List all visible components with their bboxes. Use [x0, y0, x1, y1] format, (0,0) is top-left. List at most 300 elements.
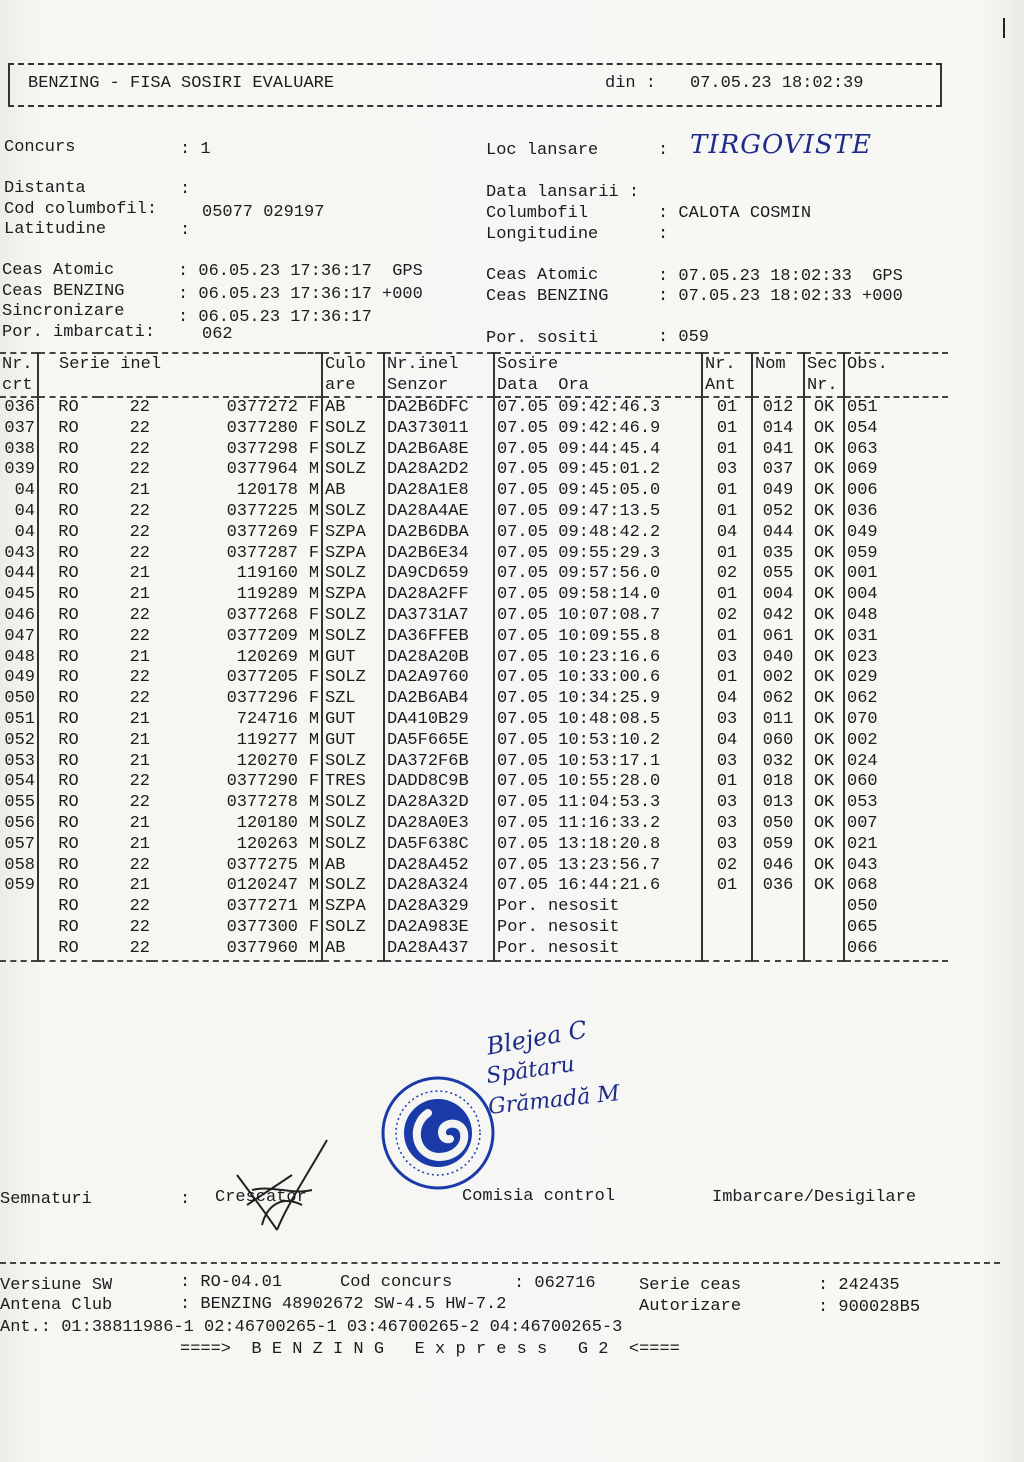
ceas-benzing-label: Ceas BENZING [2, 282, 125, 301]
latitudine-value: : [180, 221, 191, 240]
ceas-benzing-value: : 06.05.23 17:36:17 +000 [178, 285, 423, 304]
row-arrival: 07.05 10:23:16.6 [494, 648, 702, 669]
row-ring-number: 0377275 [226, 855, 298, 875]
imbarcare-label: Imbarcare/Desigilare [712, 1188, 917, 1207]
ceas-benzing2-value: : 07.05.23 18:02:33 +000 [658, 287, 903, 306]
row-crt [0, 918, 38, 939]
row-ring-number: 119289 [236, 585, 298, 605]
row-obs: 049 [844, 523, 948, 544]
row-sec: OK [804, 397, 844, 419]
row-year: 22 [129, 626, 150, 646]
autorizare-value: : 900028B5 [818, 1298, 921, 1317]
cod-columbofil-label: Cod columbofil: [4, 200, 158, 219]
row-sex: F [308, 439, 320, 459]
table-row [0, 856, 948, 877]
results-table [0, 352, 948, 962]
row-sex: F [308, 418, 320, 438]
row-crt: 051 [4, 709, 35, 729]
row-ring-number: 0377287 [226, 543, 298, 563]
row-nom: 036 [752, 876, 804, 897]
row-sex: M [308, 897, 320, 917]
row-country: RO [38, 668, 98, 689]
row-color: AB [322, 397, 384, 419]
row-nom: 014 [752, 419, 804, 440]
row-crt: 044 [4, 564, 35, 584]
row-arrival: 07.05 13:23:56.7 [494, 856, 702, 877]
row-sex: M [300, 939, 322, 961]
table-row [0, 668, 948, 689]
table-row [0, 814, 948, 835]
row-color: SOLZ [322, 440, 384, 461]
row-nom: 011 [752, 710, 804, 731]
row-sensor: DA9CD659 [384, 564, 494, 585]
row-ring-number: 0377278 [226, 793, 298, 813]
latitudine-label: Latitudine [4, 220, 107, 239]
row-year: 22 [129, 917, 150, 937]
row-sex: M [308, 626, 320, 646]
table-row [0, 502, 948, 523]
row-nom: 004 [752, 585, 804, 606]
antenna-list: Ant.: 01:38811986-1 02:46700265-1 03:46700265-2 04:46700265-3 [0, 1318, 623, 1337]
row-antenna: 04 [702, 689, 752, 710]
row-color: SOLZ [322, 814, 384, 835]
row-ring-number: 120180 [236, 813, 298, 833]
row-antenna: 03 [702, 710, 752, 731]
table-row [0, 440, 948, 461]
row-sec: OK [804, 648, 844, 669]
row-sex: M [308, 793, 320, 813]
row-sensor: DA2B6AB4 [384, 689, 494, 710]
row-antenna: 03 [702, 752, 752, 773]
din-label: din : [605, 74, 657, 93]
row-sec: OK [804, 856, 844, 877]
club-stamp [380, 1075, 496, 1191]
row-sex: F [308, 772, 320, 792]
row-arrival: 07.05 10:53:10.2 [494, 731, 702, 752]
row-obs: 006 [844, 481, 948, 502]
table-row [0, 606, 948, 627]
row-ring-number: 0377268 [226, 605, 298, 625]
table-row [0, 939, 948, 961]
row-crt: 045 [4, 585, 35, 605]
table-row [0, 710, 948, 731]
row-sec: OK [804, 752, 844, 773]
row-sensor: DA2A9760 [384, 668, 494, 689]
row-obs: 023 [844, 648, 948, 669]
row-nom: 042 [752, 606, 804, 627]
row-color: GUT [322, 648, 384, 669]
row-crt: 04 [14, 501, 35, 521]
hdr-obs: Obs. [844, 353, 948, 375]
table-row [0, 689, 948, 710]
row-antenna: 03 [702, 793, 752, 814]
row-year: 21 [129, 564, 150, 584]
row-sec: OK [804, 876, 844, 897]
loc-lansare-sep: : [658, 141, 669, 160]
row-obs: 054 [844, 419, 948, 440]
row-crt: 038 [4, 439, 35, 459]
por-sositi-label: Por. sositi [486, 329, 599, 348]
row-year: 22 [129, 772, 150, 792]
row-sensor: DA373011 [384, 419, 494, 440]
hdr-nr-crt: Nr. [0, 353, 38, 375]
table-row [0, 544, 948, 565]
hdr-data-ora: Data Ora [494, 375, 702, 397]
row-year: 21 [129, 647, 150, 667]
hdr-nr-inel: Nr.inel [384, 353, 494, 375]
row-color: SOLZ [322, 419, 384, 440]
por-imbarcati-value: 062 [202, 325, 233, 344]
row-ring-number: 120270 [236, 751, 298, 771]
loc-lansare-handwritten: TIRGOVISTE [690, 130, 872, 160]
row-sex: F [308, 605, 320, 625]
row-country: RO [38, 710, 98, 731]
row-nom: 037 [752, 460, 804, 481]
table-row [0, 772, 948, 793]
row-obs: 068 [844, 876, 948, 897]
row-antenna [702, 897, 752, 918]
antena-value: : BENZING 48902672 SW-4.5 HW-7.2 [180, 1295, 507, 1314]
row-antenna: 01 [702, 544, 752, 565]
row-arrival: 07.05 09:58:14.0 [494, 585, 702, 606]
row-crt: 055 [4, 793, 35, 813]
row-country: RO [38, 627, 98, 648]
table-row [0, 460, 948, 481]
row-sec: OK [804, 544, 844, 565]
row-obs: 002 [844, 731, 948, 752]
row-color: SOLZ [322, 627, 384, 648]
row-nom: 018 [752, 772, 804, 793]
row-antenna: 01 [702, 876, 752, 897]
ceas-atomic2-label: Ceas Atomic [486, 266, 599, 285]
row-year: 22 [129, 522, 150, 542]
row-crt: 059 [4, 876, 35, 896]
row-country: RO [38, 897, 98, 918]
row-sec: OK [804, 440, 844, 461]
concurs-label: Concurs [4, 138, 76, 157]
versiune-label: Versiune SW [0, 1276, 113, 1295]
row-ring-number: 0377300 [226, 917, 298, 937]
row-color: SOLZ [322, 668, 384, 689]
row-sex: M [308, 585, 320, 605]
row-obs: 059 [844, 544, 948, 565]
row-country: RO [38, 856, 98, 877]
row-country: RO [38, 481, 98, 502]
row-color: TRES [322, 772, 384, 793]
row-sensor: DA2B6E34 [384, 544, 494, 565]
row-obs: 024 [844, 752, 948, 773]
row-arrival: 07.05 09:57:56.0 [494, 564, 702, 585]
row-country: RO [38, 502, 98, 523]
row-year: 22 [129, 460, 150, 480]
row-ring-number: 0120247 [226, 876, 298, 896]
row-antenna: 03 [702, 648, 752, 669]
row-ring-number: 120178 [236, 481, 298, 501]
row-year: 21 [129, 730, 150, 750]
row-antenna: 03 [702, 814, 752, 835]
row-nom [752, 939, 804, 961]
row-year: 22 [129, 418, 150, 438]
row-color: SOLZ [322, 502, 384, 523]
table-row [0, 648, 948, 669]
row-sex: F [308, 751, 320, 771]
row-obs: 036 [844, 502, 948, 523]
row-obs: 060 [844, 772, 948, 793]
row-antenna: 03 [702, 460, 752, 481]
row-year: 21 [129, 709, 150, 729]
row-country: RO [38, 523, 98, 544]
semnaturi-sep: : [180, 1190, 191, 1209]
row-sex: M [308, 813, 320, 833]
footer-separator [0, 1262, 1000, 1264]
row-obs: 069 [844, 460, 948, 481]
row-obs: 004 [844, 585, 948, 606]
table-row [0, 731, 948, 752]
row-color: SZPA [322, 585, 384, 606]
row-obs: 053 [844, 793, 948, 814]
por-imbarcati-label: Por. imbarcati: [2, 323, 156, 342]
antena-label: Antena Club [0, 1296, 113, 1315]
table-row [0, 918, 948, 939]
row-arrival: 07.05 10:48:08.5 [494, 710, 702, 731]
row-obs: 007 [844, 814, 948, 835]
row-antenna [702, 939, 752, 961]
row-obs: 021 [844, 835, 948, 856]
row-sec: OK [804, 772, 844, 793]
row-sec: OK [804, 481, 844, 502]
row-arrival: 07.05 10:53:17.1 [494, 752, 702, 773]
row-arrival: 07.05 09:44:45.4 [494, 440, 702, 461]
row-sensor: DA28A437 [384, 939, 494, 961]
row-obs: 066 [844, 939, 948, 961]
row-crt: 057 [4, 834, 35, 854]
row-country: RO [38, 918, 98, 939]
table-row [0, 481, 948, 502]
row-antenna: 01 [702, 502, 752, 523]
row-year: 22 [129, 668, 150, 688]
row-crt [0, 897, 38, 918]
row-country: RO [38, 419, 98, 440]
table-row [0, 419, 948, 440]
row-nom: 040 [752, 648, 804, 669]
row-year: 22 [129, 855, 150, 875]
row-arrival: 07.05 09:48:42.2 [494, 523, 702, 544]
table-row [0, 397, 948, 419]
row-crt: 039 [4, 460, 35, 480]
row-nom: 035 [752, 544, 804, 565]
row-sec: OK [804, 502, 844, 523]
row-year: 21 [129, 834, 150, 854]
row-obs: 065 [844, 918, 948, 939]
row-crt: 053 [4, 751, 35, 771]
sincronizare-label: Sincronizare [2, 302, 125, 321]
hdr-culoare-2: are [322, 375, 384, 397]
row-antenna: 02 [702, 606, 752, 627]
row-year: 22 [129, 897, 150, 917]
handwritten-name-3: Grămadă M [487, 1081, 621, 1120]
report-datetime: 07.05.23 18:02:39 [690, 74, 864, 93]
row-antenna: 04 [702, 523, 752, 544]
row-arrival: 07.05 09:45:05.0 [494, 481, 702, 502]
cod-concurs-value: : 062716 [514, 1274, 596, 1293]
row-sex: M [308, 709, 320, 729]
row-nom: 013 [752, 793, 804, 814]
row-sec: OK [804, 731, 844, 752]
hdr-crt: crt [0, 375, 38, 397]
row-nom: 046 [752, 856, 804, 877]
row-ring-number: 120269 [236, 647, 298, 667]
row-nom: 050 [752, 814, 804, 835]
row-obs: 062 [844, 689, 948, 710]
row-sec: OK [804, 710, 844, 731]
distanta-label: Distanta [4, 179, 86, 198]
row-nom: 032 [752, 752, 804, 773]
row-sensor: DADD8C9B [384, 772, 494, 793]
row-sec: OK [804, 564, 844, 585]
cod-concurs-label: Cod concurs [340, 1273, 453, 1292]
row-sex: M [308, 564, 320, 584]
row-arrival: 07.05 09:45:01.2 [494, 460, 702, 481]
longitudine-label: Longitudine [486, 225, 599, 244]
row-ring-number: 0377296 [226, 689, 298, 709]
longitudine-value: : [658, 225, 669, 244]
row-antenna: 01 [702, 397, 752, 419]
row-color: SZL [322, 689, 384, 710]
row-sensor: DA28A1E8 [384, 481, 494, 502]
row-sex: M [308, 730, 320, 750]
hdr-ant: Ant [702, 375, 752, 397]
row-antenna [702, 918, 752, 939]
table-row [0, 752, 948, 773]
row-ring-number: 0377290 [226, 772, 298, 792]
row-nom: 061 [752, 627, 804, 648]
row-crt: 049 [4, 668, 35, 688]
row-country: RO [38, 585, 98, 606]
row-sex: F [308, 543, 320, 563]
row-sex: F [308, 522, 320, 542]
row-crt: 037 [4, 418, 35, 438]
row-ring-number: 0377272 [226, 398, 298, 417]
row-antenna: 01 [702, 481, 752, 502]
handwritten-name-1: Blejea C [484, 1015, 590, 1061]
distanta-value: : [180, 180, 191, 199]
row-ring-number: 0377298 [226, 439, 298, 459]
row-obs: 051 [844, 397, 948, 419]
row-crt: 048 [4, 647, 35, 667]
row-sex: M [308, 855, 320, 875]
serie-ceas-label: Serie ceas [639, 1276, 742, 1295]
row-sensor: DA2B6DFC [384, 397, 494, 419]
row-year: 22 [98, 939, 152, 961]
row-color: GUT [322, 710, 384, 731]
row-sex: M [308, 876, 320, 896]
handwritten-name-2: Spătaru [484, 1051, 577, 1090]
row-antenna: 01 [702, 668, 752, 689]
loc-lansare-label: Loc lansare [486, 141, 599, 160]
row-sensor: DA36FFEB [384, 627, 494, 648]
table-row [0, 585, 948, 606]
row-obs: 043 [844, 856, 948, 877]
table-row [0, 564, 948, 585]
row-country: RO [38, 460, 98, 481]
row-color: AB [322, 481, 384, 502]
row-arrival: 07.05 10:07:08.7 [494, 606, 702, 627]
row-country: RO [38, 689, 98, 710]
hdr-serie-inel: Serie inel [38, 353, 322, 375]
row-crt: 036 [4, 398, 35, 417]
row-nom: 041 [752, 440, 804, 461]
table-row [0, 897, 948, 918]
row-year: 22 [129, 793, 150, 813]
row-country: RO [38, 814, 98, 835]
row-nom: 002 [752, 668, 804, 689]
row-sex: F [308, 689, 320, 709]
row-country: RO [38, 397, 98, 419]
row-color: SOLZ [322, 918, 384, 939]
row-obs: 048 [844, 606, 948, 627]
crescator-signature [232, 1135, 342, 1235]
row-sex: M [308, 834, 320, 854]
row-arrival: 07.05 10:09:55.8 [494, 627, 702, 648]
row-nom: 059 [752, 835, 804, 856]
crescator-label: Crescator [215, 1188, 307, 1207]
row-color: SOLZ [322, 460, 384, 481]
row-crt: 047 [4, 626, 35, 646]
row-sensor: DA28A324 [384, 876, 494, 897]
ceas-atomic2-value: : 07.05.23 18:02:33 GPS [658, 267, 903, 286]
columbofil-label: Columbofil [486, 204, 589, 223]
row-sex: F [308, 917, 320, 937]
row-sec: OK [804, 460, 844, 481]
row-obs: 050 [844, 897, 948, 918]
row-sec: OK [804, 835, 844, 856]
row-country: RO [38, 772, 98, 793]
row-sex: M [308, 501, 320, 521]
row-country: RO [38, 731, 98, 752]
row-year: 22 [129, 689, 150, 709]
row-country: RO [38, 544, 98, 565]
hdr-culoare: Culo [322, 353, 384, 375]
row-arrival: 07.05 11:16:33.2 [494, 814, 702, 835]
row-antenna: 02 [702, 564, 752, 585]
row-color: SOLZ [322, 793, 384, 814]
row-nom: 062 [752, 689, 804, 710]
row-country: RO [38, 564, 98, 585]
row-sensor: DA28A452 [384, 856, 494, 877]
row-sensor: DA2A983E [384, 918, 494, 939]
hdr-sec-nr: Nr. [804, 375, 844, 397]
row-nom: 049 [752, 481, 804, 502]
row-antenna: 01 [702, 772, 752, 793]
row-ring-number: 0377280 [226, 418, 298, 438]
table-row [0, 793, 948, 814]
row-nom [752, 918, 804, 939]
row-ring-number: 0377269 [226, 522, 298, 542]
row-nom: 044 [752, 523, 804, 544]
row-ring-number: 724716 [236, 709, 298, 729]
row-arrival: 07.05 09:55:29.3 [494, 544, 702, 565]
comisia-label: Comisia control [462, 1187, 616, 1206]
row-sensor: DA2B6DBA [384, 523, 494, 544]
row-arrival: Por. nesosit [494, 918, 702, 939]
row-crt: 052 [4, 730, 35, 750]
ceas-benzing2-label: Ceas BENZING [486, 287, 609, 306]
row-sec: OK [804, 793, 844, 814]
row-ring-number: 120263 [236, 834, 298, 854]
row-sex: M [308, 460, 320, 480]
row-color: AB [322, 856, 384, 877]
report-title: BENZING - FISA SOSIRI EVALUARE [28, 74, 335, 93]
